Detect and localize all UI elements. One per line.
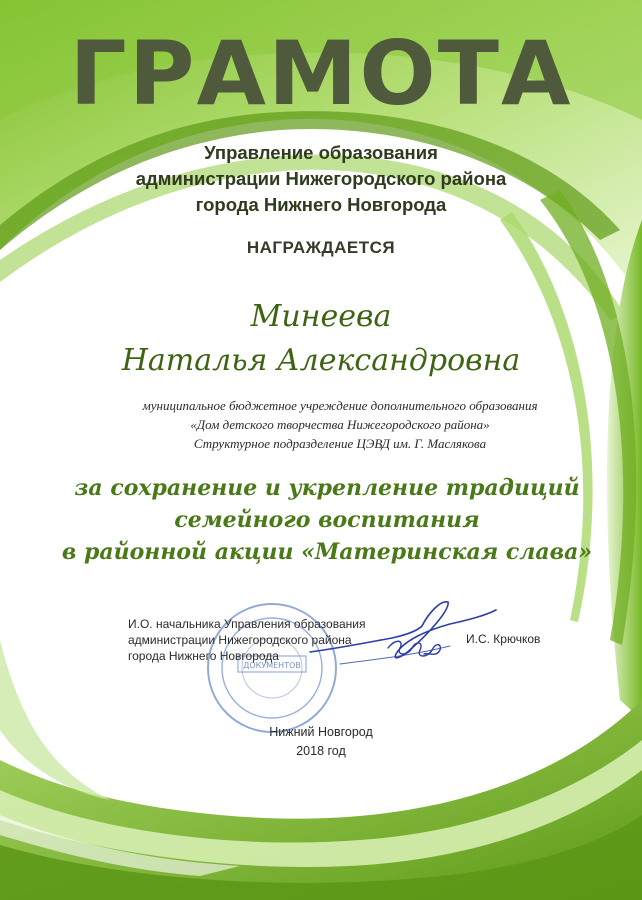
issuer-block xyxy=(0,140,642,218)
recipient-given-names: Наталья Александровна xyxy=(121,343,521,378)
issuer-line-3: города Нижнего Новгорода xyxy=(195,194,447,215)
signatory-name: И.С. Крючков xyxy=(466,632,541,646)
certificate-title: ГРАМОТА xyxy=(69,22,573,125)
award-reason xyxy=(6,472,642,568)
signatory-position-line-3: города Нижнего Новгорода xyxy=(128,649,279,663)
recipient-name xyxy=(0,295,642,383)
place-city: Нижний Новгород xyxy=(269,725,373,739)
organization-line-1: муниципальное бюджетное учреждение дополнительного образования xyxy=(142,398,538,413)
organization-line-2: «Дом детского творчества Нижегородского района» xyxy=(190,417,490,432)
reason-line-1: за сохранение и укрепление традиций xyxy=(74,475,580,501)
issuer-line-1: Управление образования xyxy=(204,142,438,163)
recipient-surname: Минеева xyxy=(250,299,392,334)
reason-line-2: семейного воспитания xyxy=(174,507,480,533)
reason-line-3: в районной акции «Материнская слава» xyxy=(61,539,593,565)
issuer-line-2: администрации Нижегородского района xyxy=(135,168,507,189)
place-and-year xyxy=(0,723,642,761)
stamp-text: ДОКУМЕНТОВ xyxy=(243,661,301,670)
organization-block xyxy=(40,396,640,453)
place-year: 2018 год xyxy=(296,744,346,758)
signatory-position-line-1: И.О. начальника Управления образования xyxy=(128,617,366,631)
signatory-position-line-2: администрации Нижегородского района xyxy=(128,633,352,647)
awarded-label: НАГРАЖДАЕТСЯ xyxy=(246,238,396,257)
organization-line-3: Структурное подразделение ЦЭВД им. Г. Маслякова xyxy=(193,436,487,451)
